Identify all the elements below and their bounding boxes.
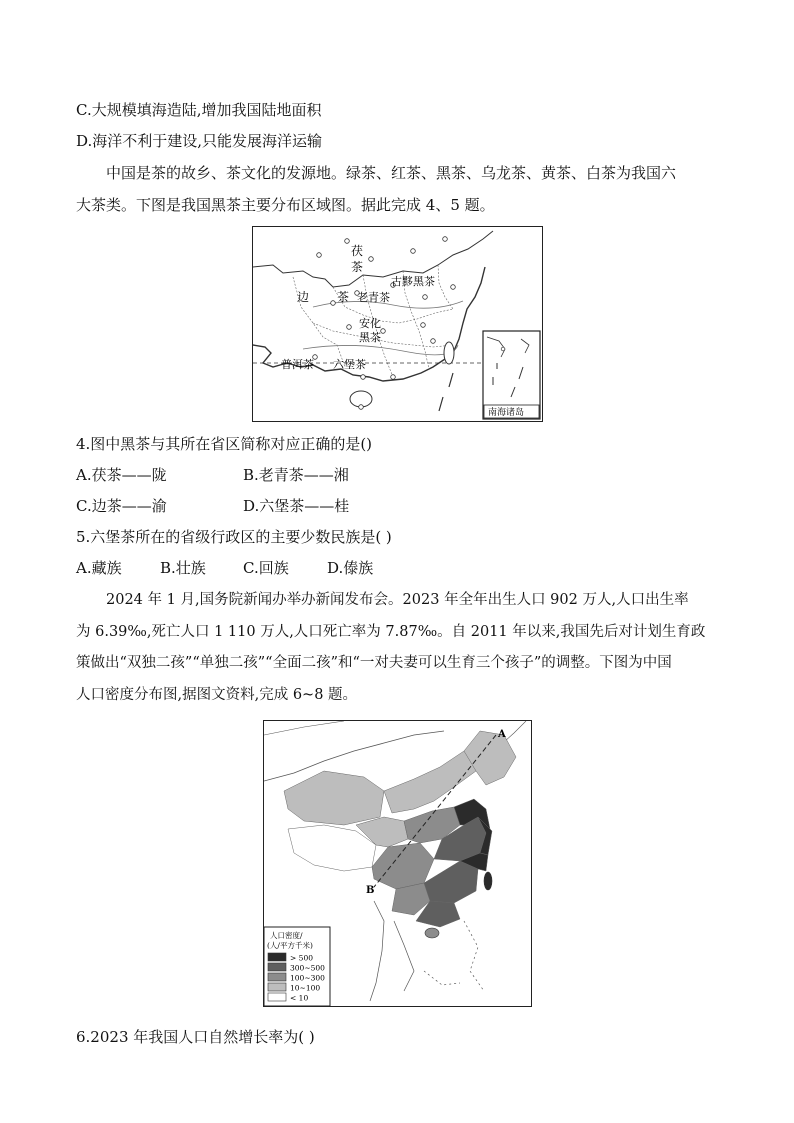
- pop-intro-line-3: 策做出“双独二孩”“单独二孩”“全面二孩”和“一对夫妻可以生育三个孩子”的调整。下图为中国: [76, 655, 672, 671]
- maritime-boundary: [424, 971, 460, 985]
- legend-swatch: [268, 983, 286, 991]
- legend-title-2: (人/平方千米): [267, 941, 313, 950]
- q5-option-a[interactable]: A.藏族: [76, 559, 122, 577]
- label-anhua: 安化: [359, 317, 381, 330]
- southeast-asia-outline: [370, 901, 384, 1001]
- label-heicha: 黑茶: [359, 331, 381, 344]
- q5-stem: 5.六堡茶所在的省级行政区的主要少数民族是( ): [76, 528, 392, 546]
- taiwan-region: [484, 872, 492, 890]
- q4-option-a[interactable]: A.茯茶——陇: [76, 466, 167, 484]
- q5-option-d[interactable]: D.傣族: [327, 559, 374, 577]
- legend-swatch: [268, 953, 286, 961]
- south-china-sea-inset: [483, 331, 540, 419]
- density-region: [424, 861, 478, 903]
- legend-label: 10~100: [290, 983, 321, 993]
- river: [303, 345, 458, 355]
- label-bian-cha: 茶: [337, 290, 350, 304]
- q4-stem: 4.图中黑茶与其所在省区简称对应正确的是(): [76, 435, 373, 453]
- population-density-map: [263, 720, 532, 1007]
- q4-option-c[interactable]: C.边茶——渝: [76, 497, 167, 515]
- neighbor-border: [264, 731, 444, 781]
- legend-label: < 10: [290, 993, 309, 1003]
- tea-intro-line-1: 中国是茶的故乡、茶文化的发源地。绿茶、红茶、黑茶、乌龙茶、黄茶、白茶为我国六: [106, 164, 677, 182]
- label-bian: 边: [297, 290, 310, 304]
- label-puercha: 普洱茶: [281, 358, 314, 371]
- pop-intro-line-4: 人口密度分布图,据图文资料,完成 6~8 题。: [76, 687, 358, 703]
- pop-intro-line-2: 为 6.39‰,死亡人口 1 110 万人,人口死亡率为 7.87‰。自 2011 年以来,我国先后对计划生育政: [76, 624, 706, 640]
- density-region: [464, 731, 516, 785]
- neighbor-border: [264, 721, 344, 735]
- label-laoqingcha: 老青茶: [357, 291, 390, 304]
- option-c-previous: C.大规模填海造陆,增加我国陆地面积: [76, 101, 322, 119]
- density-region: [372, 843, 434, 889]
- maritime-boundary: [464, 921, 484, 991]
- legend-swatch: [268, 993, 286, 1001]
- legend-label: 100~300: [290, 973, 325, 983]
- southeast-asia-outline: [394, 921, 414, 991]
- label-fu: 茯: [351, 244, 364, 258]
- density-region: [284, 771, 384, 825]
- q5-option-c[interactable]: C.回族: [243, 559, 289, 577]
- legend-label: > 500: [290, 953, 313, 963]
- label-fu-cha: 茶: [351, 260, 364, 274]
- legend-swatch: [268, 973, 286, 981]
- legend-title-1: 人口密度/: [270, 931, 303, 940]
- option-d-previous: D.海洋不利于建设,只能发展海洋运输: [76, 132, 323, 150]
- q6-stem: 6.2023 年我国人口自然增长率为( ): [76, 1028, 315, 1046]
- density-regions: [284, 731, 516, 927]
- label-nanhai-zhudao: 南海诸岛: [488, 408, 525, 418]
- hainan-region: [425, 928, 439, 938]
- point-b-label: B: [366, 885, 375, 896]
- population-map-svg: [264, 721, 531, 1006]
- pop-intro-line-1: 2024 年 1 月,国务院新闻办举办新闻发布会。2023 年全年出生人口 902 万人,人口出生率: [106, 592, 689, 608]
- q5-option-b[interactable]: B.壮族: [160, 559, 206, 577]
- maritime-boundary: [439, 397, 443, 411]
- taiwan-island: [444, 342, 454, 364]
- label-liubaocha: 六堡茶: [333, 358, 366, 371]
- dark-tea-map-svg: [253, 227, 542, 421]
- q4-option-d[interactable]: D.六堡茶——桂: [243, 497, 350, 515]
- dark-tea-distribution-map: [252, 226, 543, 422]
- legend-label: 300~500: [290, 963, 325, 973]
- legend-swatch: [268, 963, 286, 971]
- tea-intro-line-2: 大茶类。下图是我国黑茶主要分布区域图。据此完成 4、5 题。: [76, 196, 495, 214]
- q4-option-b[interactable]: B.老青茶——湘: [243, 466, 349, 484]
- maritime-boundary: [449, 373, 453, 387]
- label-guyi-heicha: 古黟黑茶: [391, 275, 435, 288]
- legend: [264, 927, 330, 1006]
- city-markers: [313, 237, 456, 410]
- point-a-label: A: [498, 729, 506, 740]
